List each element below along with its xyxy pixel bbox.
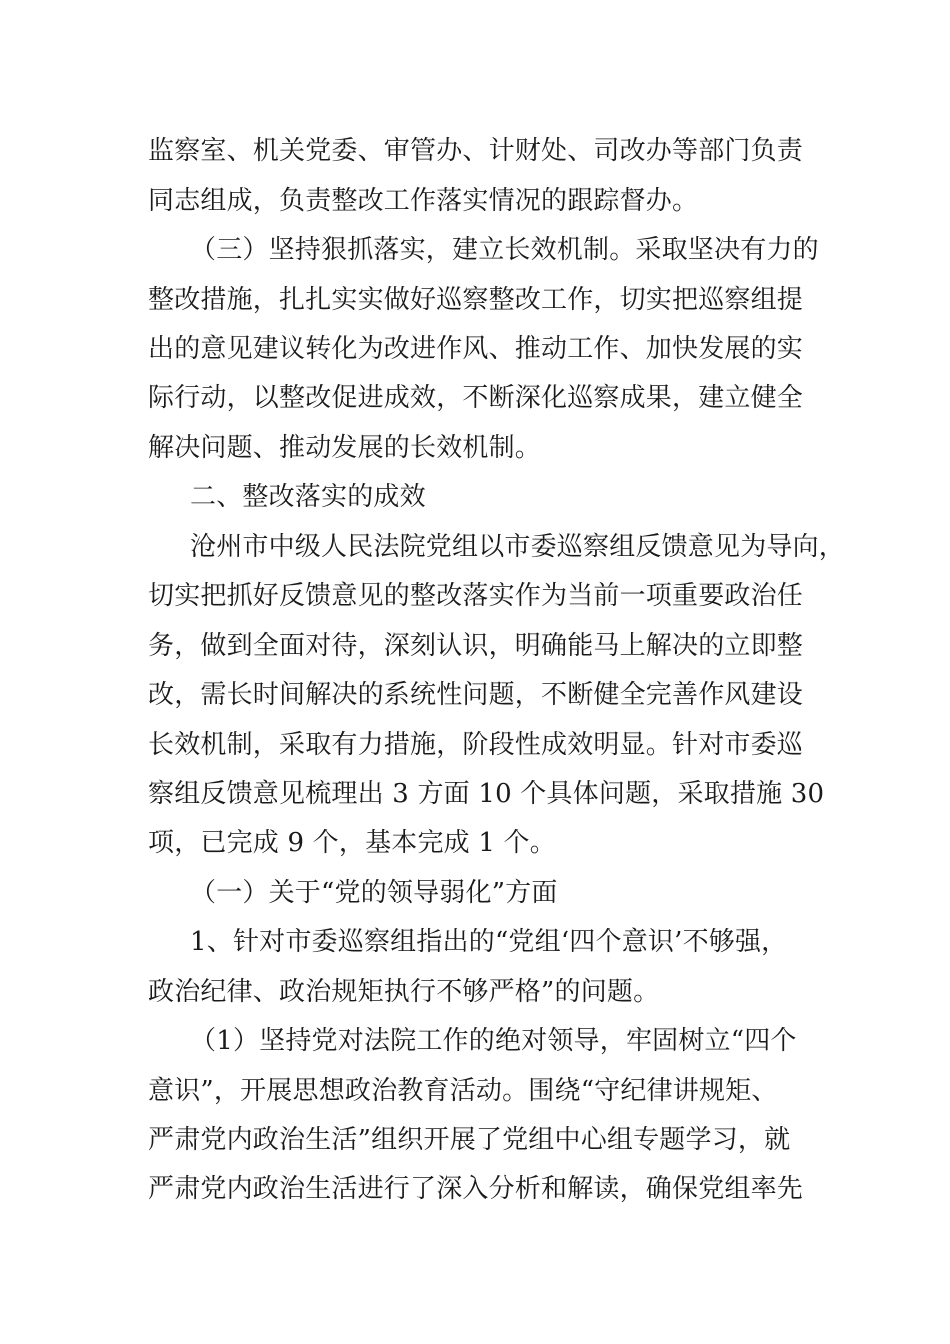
section-heading: 二、整改落实的成效 — [190, 482, 426, 512]
text-line: 1、针对市委巡察组指出的“党组‘四个意识’不够强， — [190, 927, 788, 957]
text-line: 改，需长时间解决的系统性问题，不断健全完善作风建设 — [148, 680, 804, 710]
text-line: 解决问题、推动发展的长效机制。 — [148, 433, 542, 463]
text-line: 长效机制，采取有力措施，阶段性成效明显。针对市委巡 — [148, 730, 804, 760]
subsection-heading: （一）关于“党的领导弱化”方面 — [190, 878, 558, 908]
text-line: 切实把抓好反馈意见的整改落实作为当前一项重要政治任 — [148, 581, 804, 611]
text-line: 政治纪律、政治规矩执行不够严格”的问题。 — [148, 977, 660, 1007]
text-line: 监察室、机关党委、审管办、计财处、司改办等部门负责 — [148, 136, 804, 166]
text-line: 意识”，开展思想政治教育活动。围绕“守纪律讲规矩、 — [148, 1076, 778, 1106]
text-line: 项，已完成 9 个，基本完成 1 个。 — [148, 828, 556, 858]
text-line: 严肃党内政治生活进行了深入分析和解读，确保党组率先 — [148, 1174, 804, 1204]
text-line: 整改措施，扎扎实实做好巡察整改工作，切实把巡察组提 — [148, 285, 804, 315]
text-line: 察组反馈意见梳理出 3 方面 10 个具体问题，采取措施 30 — [148, 779, 825, 809]
text-line: 严肃党内政治生活”组织开展了党组中心组专题学习，就 — [148, 1125, 791, 1155]
text-line: 沧州市中级人民法院党组以市委巡察组反馈意见为导向， — [190, 532, 846, 562]
text-line: 际行动，以整改促进成效，不断深化巡察成果，建立健全 — [148, 383, 804, 413]
text-line: 出的意见建议转化为改进作风、推动工作、加快发展的实 — [148, 334, 804, 364]
text-line: 务，做到全面对待，深刻认识，明确能马上解决的立即整 — [148, 631, 804, 661]
text-line: 同志组成，负责整改工作落实情况的跟踪督办。 — [148, 186, 699, 216]
section-heading: （三）坚持狠抓落实，建立长效机制。采取坚决有力的 — [190, 235, 819, 265]
text-line: （1）坚持党对法院工作的绝对领导，牢固树立“四个 — [190, 1026, 797, 1056]
